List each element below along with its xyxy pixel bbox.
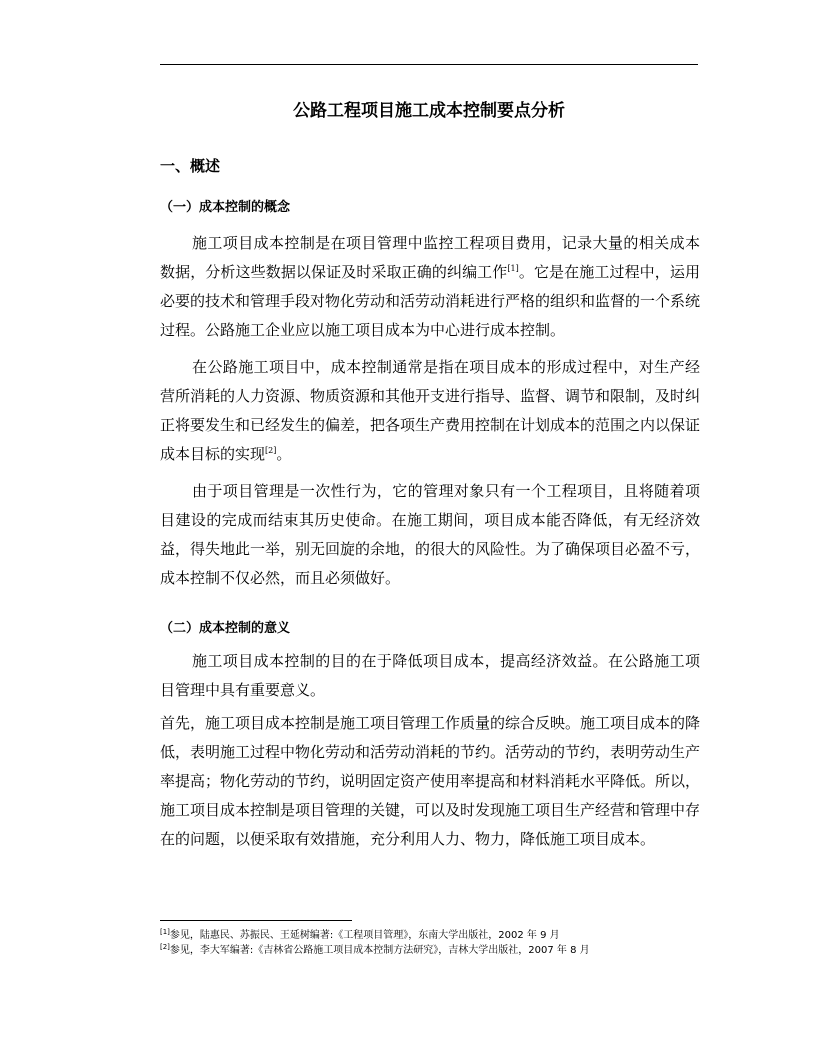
paragraph-concept-3: 由于项目管理是一次性行为，它的管理对象只有一个工程项目，且将随着项目建设的完成而结束其历史使命。在施工期间，项目成本能否降低，有无经济效益，得失地此一举，别无回旋的余地，的很大的风险性。为了确保项目必盈不亏，成本控制不仅必然，而且必须做好。	[160, 482, 701, 587]
paragraph-text: 施工项目成本控制是在项目管理中监控工程项目费用，记录大量的相关成本数据，分析这些数据以保证及时采取正确的纠编工作	[160, 234, 700, 281]
subsection-heading-significance: （二）成本控制的意义	[160, 621, 291, 636]
footnote-2	[160, 944, 590, 958]
subsection-heading-concept: （一）成本控制的概念	[160, 200, 291, 215]
header-rule	[160, 64, 698, 65]
footnote-1	[160, 929, 560, 943]
paragraph-text: 。	[276, 445, 292, 463]
footnote-reference-1[interactable]: [1]	[507, 264, 519, 273]
footnote-reference-2[interactable]: [2]	[265, 446, 277, 455]
footnote-text: 参见，李大军编著:《吉林省公路施工项目成本控制方法研究》，吉林大学出版社，2007 年 8 月	[169, 945, 590, 956]
paragraph-concept-2	[160, 353, 700, 469]
footnote-text: 参见，陆惠民、苏振民、王延树编著:《工程项目管理》，东南大学出版社，2002 年 9 月	[169, 930, 560, 941]
document-title: 公路工程项目施工成本控制要点分析	[293, 101, 565, 121]
paragraph-significance-1: 施工项目成本控制的目的在于降低项目成本，提高经济效益。在公路施工项目管理中具有重要意义。	[160, 652, 700, 699]
footnote-mark: [1]	[160, 928, 170, 936]
footnote-separator	[160, 920, 352, 921]
footnote-mark: [2]	[160, 943, 170, 951]
paragraph-concept-1	[160, 229, 700, 345]
paragraph-text: 在公路施工项目中，成本控制通常是指在项目成本的形成过程中，对生产经营所消耗的人力资源、物质资源和其他开支进行指导、监督、调节和限制，及时纠正将要发生和已经发生的偏差，把各项生产费用控制在计划成本的范围之内以保证成本目标的实现	[160, 358, 701, 463]
paragraph-significance-2: 首先，施工项目成本控制是施工项目管理工作质量的综合反映。施工项目成本的降低，表明施工过程中物化劳动和活劳动消耗的节约。活劳动的节约，表明劳动生产率提高；物化劳动的节约，说明固定资产使用率提高和材料消耗水平降低。所以，施工项目成本控制是项目管理的关键，可以及时发现施工项目生产经营和管理中存在的问题，以便采取有效措施，充分利用人力、物力，降低施工项目成本。	[160, 714, 701, 848]
paragraph-text: 。它是在施工过程中，运用必要的技术和管理手段对物化劳动和活劳动消耗进行严格的组织和监督的一个系统过程。公路施工企业应以施工项目成本为中心进行成本控制。	[160, 263, 701, 339]
section-heading-overview: 一、概述	[160, 157, 221, 175]
